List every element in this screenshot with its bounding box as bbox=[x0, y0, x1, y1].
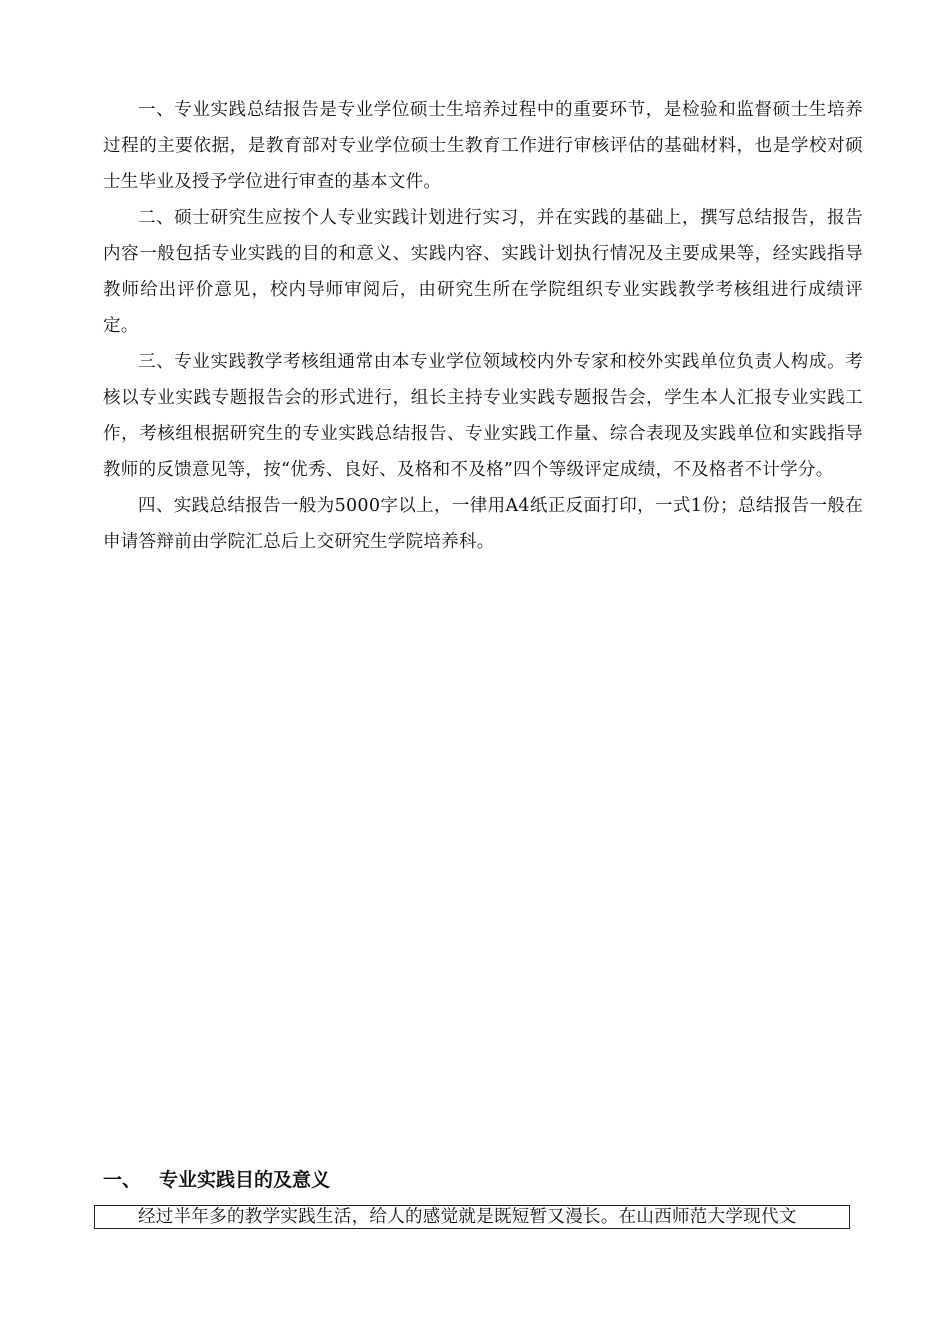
instruction-paragraph-3: 三、专业实践教学考核组通常由本专业学位领域校内外专家和校外实践单位负责人构成。考核以专业实践专题报告会的形式进行，组长主持专业实践专题报告会，学生本人汇报专业实践工作，考核组根据研究生的专业实践总结报告、专业实践工作量、综合表现及实践单位和实践指导教师的反馈意见等，按“优秀、良好、及格和不及格”四个等级评定成绩，不及格者不计学分。 bbox=[103, 352, 863, 480]
section-body-textbox[interactable] bbox=[94, 1205, 850, 1229]
section-title: 专业实践目的及意义 bbox=[159, 1169, 331, 1191]
instruction-paragraph-2: 二、硕士研究生应按个人专业实践计划进行实习，并在实践的基础上，撰写总结报告，报告内容一般包括专业实践的目的和意义、实践内容、实践计划执行情况及主要成果等，经实践指导教师给出评价意见，校内导师审阅后，由研究生所在学院组织专业实践教学考核组进行成绩评定。 bbox=[103, 208, 863, 336]
instruction-paragraph-4: 四、实践总结报告一般为5000字以上，一律用A4纸正反面打印，一式1份；总结报告一般在申请答辩前由学院汇总后上交研究生学院培养科。 bbox=[103, 496, 863, 552]
instructions-block bbox=[103, 92, 863, 560]
section-body-text: 经过半年多的教学实践生活，给人的感觉就是既短暂又漫长。在山西师范大学现代文 bbox=[138, 1207, 797, 1227]
instruction-paragraph-1: 一、专业实践总结报告是专业学位硕士生培养过程中的重要环节，是检验和监督硕士生培养过程的主要依据，是教育部对专业学位硕士生教育工作进行审核评估的基础材料，也是学校对硕士生毕业及授予学位进行审查的基本文件。 bbox=[103, 100, 863, 192]
section-number: 一、 bbox=[103, 1169, 142, 1191]
section-heading bbox=[103, 1165, 330, 1195]
